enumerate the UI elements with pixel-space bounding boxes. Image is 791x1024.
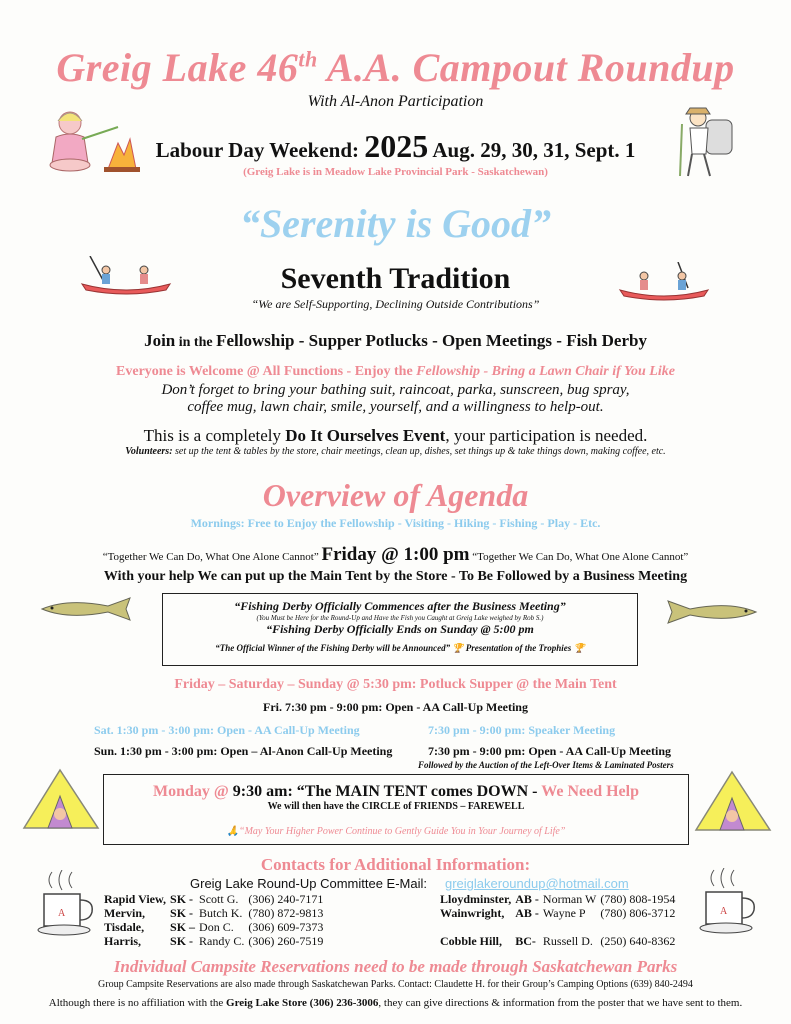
contact-row: Cobble Hill, BC- Russell D. (250) 640-8362 — [440, 934, 676, 948]
friday-line: “Together We Can Do, What One Alone Cannot” Friday @ 1:00 pm “Together We Can Do, What One Alone Cannot” — [102, 544, 689, 565]
event-location: (Greig Lake is in Meadow Lake Provincial Park - Saskatchewan) — [243, 166, 548, 178]
trophy-icon: 🏆 — [573, 643, 585, 653]
friday-meeting: Fri. 7:30 pm - 9:00 pm: Open - AA Call-Up Meeting — [263, 700, 528, 714]
tradition-heading: Seventh Tradition — [280, 262, 511, 295]
monday-takedown: Monday @ 9:30 am: “The MAIN TENT comes DOWN - We Need Help — [153, 783, 639, 800]
join-line: Join in the Fellowship - Supper Potlucks - Open Meetings - Fish Derby — [144, 331, 647, 350]
camper-roasting-marshmallow-icon — [48, 103, 143, 175]
contact-row: Wainwright, AB - Wayne P (780) 806-3712 — [440, 906, 676, 920]
tent-icon — [692, 768, 774, 834]
trophy-icon: 🏆 — [452, 643, 464, 653]
praying-hands-icon: 🙏 — [226, 826, 240, 837]
fishing-derby-winner: “The Official Winner of the Fishing Derby will be Announced” 🏆 Presentation of the Trophies 🏆 — [215, 643, 585, 653]
poster-title: Greig Lake 46th A.A. Campout Roundup — [56, 45, 735, 90]
sunday-evening-meeting: 7:30 pm - 9:00 pm: Open - AA Call-Up Meeting — [428, 744, 671, 758]
reminder-line-2: coffee mug, lawn chair, smile, yourself, and a willingness to help-out. — [187, 399, 604, 415]
tent-setup-line: With your help We can put up the Main Tent by the Store - To Be Followed by a Business Meeting — [103, 569, 688, 584]
farewell-line: We will then have the CIRCLE of FRIENDS – FAREWELL — [267, 801, 525, 812]
blessing-line: 🙏“May Your Higher Power Continue to Gently Guide You in Your Journey of Life” — [226, 826, 566, 837]
fish-icon — [38, 596, 138, 622]
contact-row: Harris, SK - Randy C. (306) 260-7519 — [104, 934, 324, 948]
fish-icon — [660, 599, 760, 625]
fishing-derby-box — [162, 593, 638, 666]
fishing-derby-note: (You Must be Here for the Round-Up and Have the Fish you Caught at Greig Lake weighed by Rob S.) — [256, 614, 544, 622]
auction-note: Followed by the Auction of the Left-Over Items & Laminated Posters — [418, 760, 674, 770]
contact-row: Tisdale, SK – Don C. (306) 609-7373 — [104, 920, 324, 934]
fishing-derby-end: “Fishing Derby Officially Ends on Sunday @ 5:00 pm — [266, 622, 534, 636]
contacts-heading: Contacts for Additional Information: — [260, 855, 531, 874]
contacts-left-table — [104, 892, 327, 948]
welcome-line: Everyone is Welcome @ All Functions - Enjoy the Fellowship - Bring a Lawn Chair if You Like — [116, 364, 675, 379]
contacts-right-table — [440, 892, 679, 948]
event-dates: Labour Day Weekend: 2025 Aug. 29, 30, 31, Sept. 1 — [155, 128, 636, 164]
reservations-line: Individual Campsite Reservations need to be made through Saskatchewan Parks — [113, 957, 678, 976]
saturday-afternoon-meeting: Sat. 1:30 pm - 3:00 pm: Open - AA Call-Up Meeting — [94, 723, 360, 737]
diy-line: This is a completely Do It Ourselves Event, your participation is needed. — [143, 426, 648, 445]
agenda-heading: Overview of Agenda — [262, 477, 529, 513]
contact-email-link[interactable]: greiglakeroundup@hotmail.com — [444, 876, 629, 891]
tradition-subtitle: “We are Self-Supporting, Declining Outside Contributions” — [251, 297, 540, 311]
tent-icon — [20, 766, 102, 832]
contact-row: Lloydminster, AB - Norman W (780) 808-1954 — [440, 892, 676, 906]
saturday-evening-meeting: 7:30 pm - 9:00 pm: Speaker Meeting — [428, 723, 616, 737]
coffee-mug-icon — [698, 868, 760, 938]
mornings-line: Mornings: Free to Enjoy the Fellowship - Visiting - Hiking - Fishing - Play - Etc. — [190, 516, 601, 530]
sunday-afternoon-meeting: Sun. 1:30 pm - 3:00 pm: Open – Al-Anon Call-Up Meeting — [94, 744, 393, 758]
svg-text:A: A — [58, 908, 66, 919]
contact-row: Rapid View, SK - Scott G. (306) 240-7171 — [104, 892, 324, 906]
coffee-mug-icon — [36, 870, 98, 940]
group-reservations-line: Group Campsite Reservations are also made through Saskatchewan Parks. Contact: Claudette H. for their Group’s Camping Options (639) 840-2494 — [98, 979, 693, 990]
potluck-line: Friday – Saturday – Sunday @ 5:30 pm: Potluck Supper @ the Main Tent — [174, 677, 617, 692]
volunteers-line: Volunteers: set up the tent & tables by the store, chair meetings, clean up, dishes, set things up & take things down, making coffee, etc. — [125, 446, 666, 457]
poster-subtitle: With Al-Anon Participation — [307, 93, 484, 110]
email-row: Greig Lake Round-Up Committee E-Mail: greiglakeroundup@hotmail.com — [190, 876, 629, 891]
store-line: Although there is no affiliation with the Greig Lake Store (306) 236-3006, they can give directions & information from the poster that we have sent to them. — [48, 997, 743, 1009]
theme-heading: “Serenity is Good” — [239, 201, 552, 246]
svg-text:A: A — [720, 906, 728, 917]
monday-box — [103, 774, 689, 845]
contact-row — [440, 920, 679, 934]
hiker-icon — [676, 104, 742, 180]
fishing-derby-start: “Fishing Derby Officially Commences after the Business Meeting” — [234, 599, 566, 613]
reminder-line-1: Don’t forget to bring your bathing suit, raincoat, parka, sunscreen, bug spray, — [161, 382, 630, 398]
contact-row: Mervin, SK - Butch K. (780) 872-9813 — [104, 906, 324, 920]
